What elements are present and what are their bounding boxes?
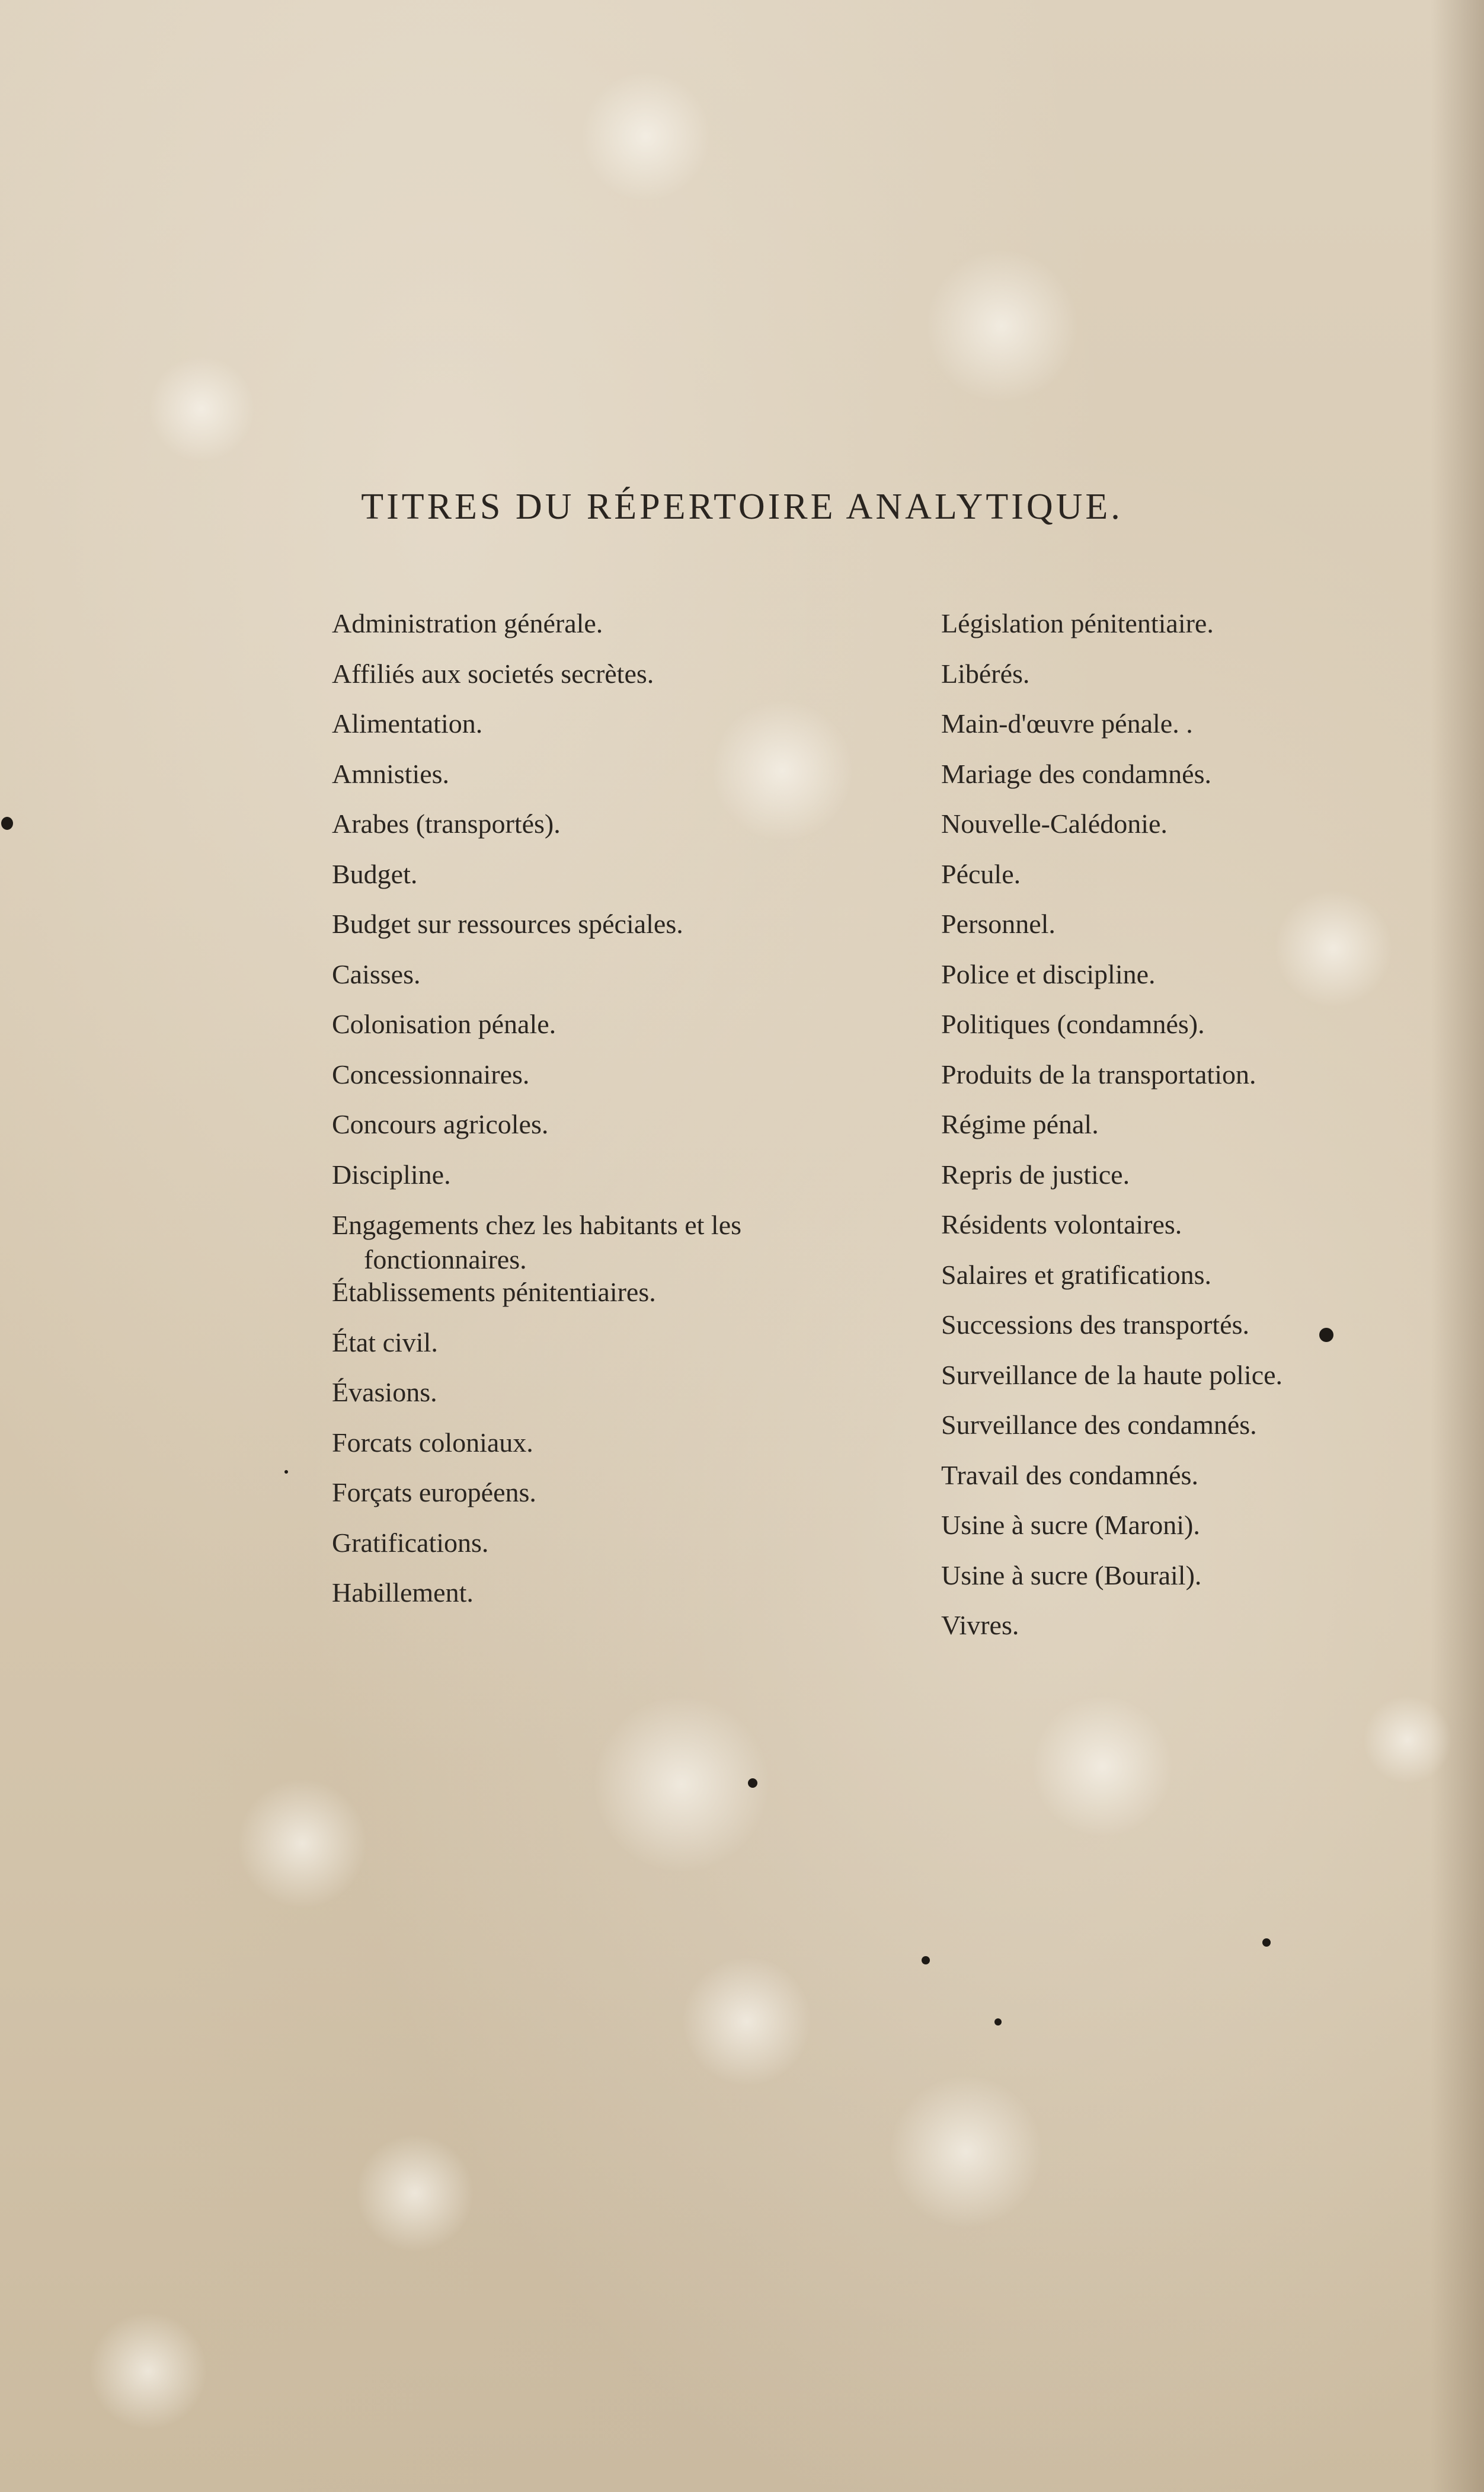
index-entry: Usine à sucre (Bourail). — [941, 1560, 1202, 1590]
right-index-column — [941, 599, 1356, 1651]
paper-spot — [237, 1778, 367, 1909]
left-index-column — [332, 599, 886, 1618]
paper-spot — [1031, 1695, 1173, 1838]
index-entry: Législation pénitentiaire. — [941, 608, 1214, 638]
index-entry: Salaires et gratifications. — [941, 1259, 1212, 1290]
paper-spot — [889, 2075, 1043, 2229]
index-entry: Affiliés aux societés secrètes. — [332, 658, 654, 689]
paper-spot — [356, 2134, 474, 2253]
ink-speck — [1262, 1938, 1271, 1947]
index-entry: Résidents volontaires. — [941, 1209, 1182, 1239]
index-entry: Nouvelle-Calédonie. — [941, 809, 1168, 839]
index-entry: Gratifications. — [332, 1527, 489, 1558]
index-entry: Habillement. — [332, 1577, 474, 1608]
index-entry: Forcats coloniaux. — [332, 1427, 533, 1458]
index-entry: Alimentation. — [332, 708, 483, 739]
paper-spot — [1363, 1695, 1452, 1784]
index-entry: Main-d'œuvre pénale. . — [941, 708, 1193, 739]
index-entry: Police et discipline. — [941, 959, 1156, 989]
index-entry: Usine à sucre (Maroni). — [941, 1510, 1200, 1540]
index-entry: Vivres. — [941, 1610, 1019, 1640]
ink-speck — [1, 817, 13, 830]
index-entry: Pécule. — [941, 858, 1021, 889]
paper-spot — [682, 1956, 812, 2087]
index-entry: Discipline. — [332, 1159, 451, 1190]
paper-spot — [593, 1695, 770, 1873]
index-entry: Successions des transportés. — [941, 1309, 1249, 1340]
index-entry: Forçats européens. — [332, 1477, 536, 1507]
index-entry: Surveillance des condamnés. — [941, 1410, 1257, 1440]
index-entry: Repris de justice. — [941, 1159, 1130, 1190]
ink-speck — [284, 1470, 288, 1474]
paper-spot — [581, 71, 711, 202]
ink-speck — [994, 2018, 1002, 2025]
paper-spot — [925, 249, 1079, 403]
index-entry: Évasions. — [332, 1377, 437, 1407]
index-entry: Amnisties. — [332, 758, 450, 789]
index-entry: État civil. — [332, 1327, 438, 1357]
paper-spot — [148, 356, 255, 462]
index-entry-line: Engagements chez les habitants et les — [332, 1210, 742, 1240]
ink-speck — [922, 1956, 930, 1964]
index-entry: Administration générale. — [332, 608, 603, 638]
index-entry-multiline — [332, 1200, 886, 1274]
index-entry-continuation: fonctionnaires. — [364, 1244, 527, 1274]
index-entry: Budget sur ressources spéciales. — [332, 909, 683, 939]
index-entry: Caisses. — [332, 959, 421, 989]
index-entry: Colonisation pénale. — [332, 1009, 556, 1039]
index-entry: Surveillance de la haute police. — [941, 1359, 1283, 1390]
paper-spot — [89, 2312, 207, 2430]
index-entry: Budget. — [332, 858, 418, 889]
index-entry: Concours agricoles. — [332, 1109, 549, 1139]
page-title: TITRES DU RÉPERTOIRE ANALYTIQUE. — [361, 487, 1123, 527]
index-entry: Libérés. — [941, 658, 1030, 689]
index-entry: Mariage des condamnés. — [941, 758, 1212, 789]
index-entry: Personnel. — [941, 909, 1056, 939]
ink-speck — [748, 1778, 757, 1788]
index-entry: Produits de la transportation. — [941, 1059, 1256, 1090]
index-entry: Établissements pénitentiaires. — [332, 1277, 656, 1307]
index-entry: Concessionnaires. — [332, 1059, 530, 1090]
index-entry: Régime pénal. — [941, 1109, 1099, 1139]
index-entry: Arabes (transportés). — [332, 809, 561, 839]
index-entry: Travail des condamnés. — [941, 1459, 1198, 1490]
page-edge-shadow — [1431, 0, 1484, 2492]
index-entry: Politiques (condamnés). — [941, 1009, 1205, 1039]
